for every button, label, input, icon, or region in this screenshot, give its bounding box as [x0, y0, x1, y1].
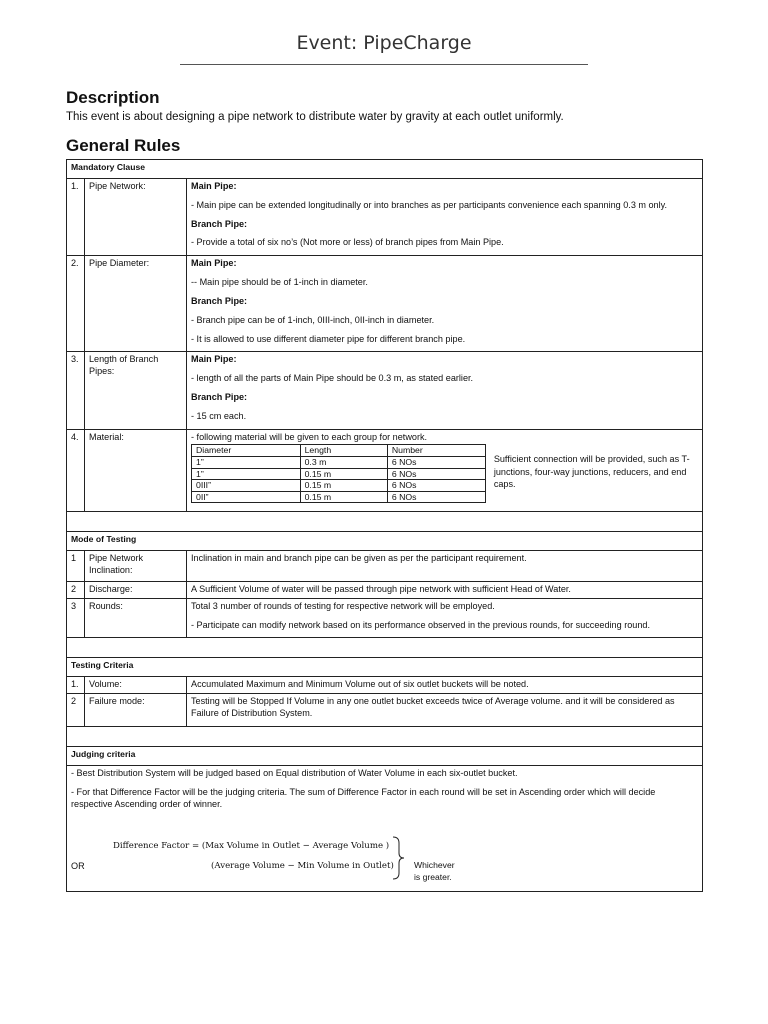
section-title: Judging criteria: [67, 746, 703, 765]
row-content: Testing will be Stopped If Volume in any one outlet bucket exceeds twice of Average volume. and it will be considered as Failure of Distribution System.: [187, 694, 703, 727]
section-title: Testing Criteria: [67, 658, 703, 677]
section-header-mode-of-testing: [67, 532, 703, 551]
main-pipe-text: -- Main pipe should be of 1-inch in diameter.: [191, 277, 368, 288]
formula-line-2: (Average Volume − Min Volume in Outlet): [211, 861, 394, 872]
table-row: [67, 256, 703, 352]
description-heading: Description: [66, 88, 160, 107]
branch-pipe-text: - 15 cm each.: [191, 410, 247, 421]
material-cell: 0.15 m: [300, 491, 387, 503]
rounds-text: Total 3 number of rounds of testing for respective network will be employed.: [191, 600, 495, 611]
row-label: Pipe Network:: [85, 179, 187, 256]
row-content: Inclination in main and branch pipe can be given as per the participant requirement.: [187, 551, 703, 582]
main-pipe-label: Main Pipe:: [191, 354, 237, 365]
table-row: [67, 551, 703, 582]
page-title: Event: PipeCharge: [296, 32, 472, 54]
material-row: [192, 480, 486, 492]
row-label: Pipe Diameter:: [85, 256, 187, 352]
formula-line-1: Difference Factor = (Max Volume in Outlet − Average Volume ): [113, 841, 390, 852]
material-intro: - following material will be given to each group for network.: [191, 431, 428, 442]
difference-factor-formula: [71, 817, 698, 889]
spacer-cell: [67, 512, 703, 532]
row-number: 3: [67, 598, 85, 638]
spacer-cell: [67, 726, 703, 746]
row-content: A Sufficient Volume of water will be passed through pipe network with sufficient Head of Water.: [187, 582, 703, 599]
row-content: [187, 256, 703, 352]
table-row: [67, 694, 703, 727]
row-content: [187, 352, 703, 429]
row-number: 2.: [67, 256, 85, 352]
table-row: [67, 677, 703, 694]
table-row: [67, 179, 703, 256]
material-cell: 6 NOs: [387, 480, 485, 492]
section-header-mandatory: [67, 160, 703, 179]
row-number: 2: [67, 694, 85, 727]
whichever-line-2: is greater.: [414, 872, 452, 883]
table-row: [67, 598, 703, 638]
row-content: Accumulated Maximum and Minimum Volume out of six outlet buckets will be noted.: [187, 677, 703, 694]
material-row: [192, 491, 486, 503]
spacer-cell: [67, 638, 703, 658]
description-text: This event is about designing a pipe network to distribute water by gravity at each outlet uniformly.: [66, 111, 564, 123]
material-header-cell: Length: [300, 445, 387, 457]
section-header-judging: [67, 746, 703, 765]
row-label: Discharge:: [85, 582, 187, 599]
whichever-line-1: Whichever: [414, 860, 455, 871]
spacer-row: [67, 512, 703, 532]
row-label: Rounds:: [85, 598, 187, 638]
row-label: Volume:: [85, 677, 187, 694]
row-content: [187, 429, 703, 512]
section-header-testing-criteria: [67, 658, 703, 677]
judging-content: [67, 765, 703, 891]
branch-pipe-text: - Branch pipe can be of 1-inch, 0III-inch, 0II-inch in diameter.: [191, 314, 435, 325]
material-cell: 0III”: [192, 480, 301, 492]
title-underline: [180, 64, 588, 65]
material-header-cell: Number: [387, 445, 485, 457]
or-label: OR: [71, 861, 85, 872]
row-number: 1.: [67, 677, 85, 694]
material-row: [192, 468, 486, 480]
row-label: Pipe Network Inclination:: [85, 551, 187, 582]
table-row: [67, 352, 703, 429]
general-rules-heading: General Rules: [66, 136, 181, 155]
material-cell: 6 NOs: [387, 491, 485, 503]
branch-pipe-label: Branch Pipe:: [191, 218, 248, 229]
main-pipe-text: - length of all the parts of Main Pipe should be 0.3 m, as stated earlier.: [191, 373, 474, 384]
branch-pipe-text: - Provide a total of six no’s (Not more or less) of branch pipes from Main Pipe.: [191, 237, 504, 248]
row-label: Material:: [85, 429, 187, 512]
material-cell: 0.3 m: [300, 456, 387, 468]
material-cell: 1”: [192, 456, 301, 468]
material-cell: 0.15 m: [300, 480, 387, 492]
judging-line-1: - Best Distribution System will be judged based on Equal distribution of Water Volume in each six-outlet bucket.: [71, 767, 518, 778]
extra-text: - It is allowed to use different diameter pipe for different branch pipe.: [191, 333, 466, 344]
row-content: [187, 598, 703, 638]
row-number: 1: [67, 551, 85, 582]
table-row: [67, 765, 703, 891]
branch-pipe-label: Branch Pipe:: [191, 391, 248, 402]
spacer-row: [67, 726, 703, 746]
row-label: Length of Branch Pipes:: [85, 352, 187, 429]
material-header-row: [192, 445, 486, 457]
table-row: [67, 429, 703, 512]
row-number: 1.: [67, 179, 85, 256]
row-content: [187, 179, 703, 256]
material-table: [191, 444, 486, 503]
rules-table: [66, 159, 703, 892]
main-pipe-text: - Main pipe can be extended longitudinally or into branches as per participants convenience each spanning 0.3 m only.: [191, 199, 668, 210]
material-header-cell: Diameter: [192, 445, 301, 457]
row-number: 4.: [67, 429, 85, 512]
section-title: Mode of Testing: [67, 532, 703, 551]
judging-line-2: - For that Difference Factor will be the judging criteria. The sum of Difference Factor in each round will be set in Ascending order which will decide respective Ascending order of winner.: [71, 786, 656, 809]
row-number: 3.: [67, 352, 85, 429]
material-cell: 6 NOs: [387, 456, 485, 468]
material-row: [192, 456, 486, 468]
main-pipe-label: Main Pipe:: [191, 181, 237, 191]
right-brace-icon: [391, 835, 407, 881]
branch-pipe-label: Branch Pipe:: [191, 295, 248, 306]
main-pipe-label: Main Pipe:: [191, 258, 237, 269]
section-title: Mandatory Clause: [67, 160, 703, 179]
material-cell: 1”: [192, 468, 301, 480]
row-number: 2: [67, 582, 85, 599]
spacer-row: [67, 638, 703, 658]
connections-note: Sufficient connection will be provided, such as T-junctions, four-way junctions, reducers, and end caps.: [493, 454, 690, 489]
rounds-text-2: - Participate can modify network based on its performance observed in the previous rounds, for succeeding round.: [191, 619, 650, 630]
material-cell: 6 NOs: [387, 468, 485, 480]
material-cell: 0II”: [192, 491, 301, 503]
table-row: [67, 582, 703, 599]
whichever-note: [414, 859, 455, 883]
material-cell: 0.15 m: [300, 468, 387, 480]
row-label: Failure mode:: [85, 694, 187, 727]
